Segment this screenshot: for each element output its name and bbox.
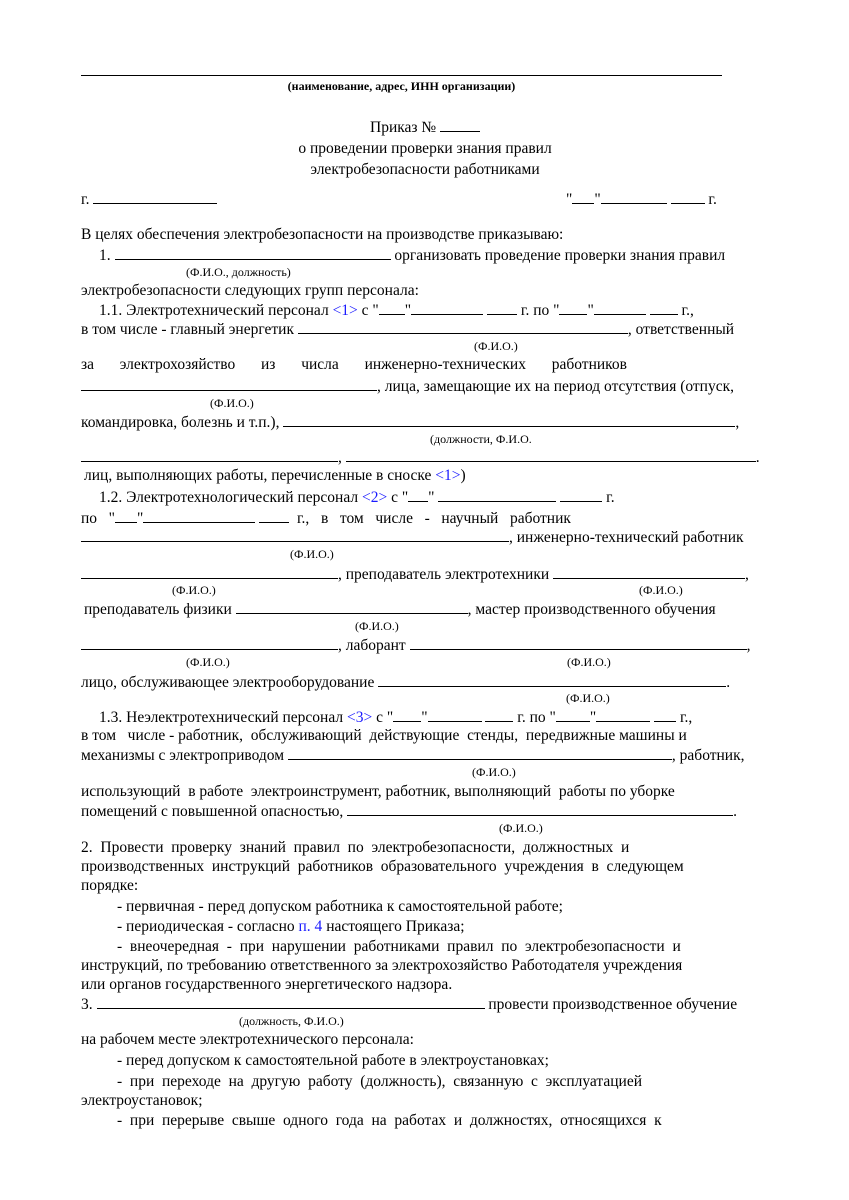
p12-line6: , лаборант , — [81, 636, 750, 655]
p11-line1: 1.1. Электротехнический персонал <1> с " " г. по " " г., — [99, 302, 694, 319]
city-line: г. — [81, 190, 217, 209]
p11-line3: за электрохозяйство из числа инженерно-технических работников — [81, 356, 627, 373]
p2-item3-line3: или органов государственного энергетического надзора. — [81, 976, 453, 993]
p11-caption-1: (Ф.И.О.) — [474, 339, 518, 353]
p2-line2: производственных инструкций работников образовательного учреждения в следующем — [81, 858, 684, 875]
p13-line2: в том числе - работник, обслуживающий действующие стенды, передвижные машины и — [81, 727, 687, 744]
p12-caption-1: (Ф.И.О.) — [290, 547, 334, 561]
intro-text: В целях обеспечения электробезопасности на производстве приказываю: — [81, 226, 564, 243]
city-blank — [93, 190, 217, 204]
p12-line2: по " " г., в том числе - научный работник — [81, 510, 571, 527]
p1-line: 1. организовать проведение проверки знания правил — [99, 247, 726, 264]
footnote-ref-1b[interactable]: <1> — [435, 467, 461, 484]
p13-line3: механизмы с электроприводом , работник, — [81, 747, 745, 764]
p12-caption-4a: (Ф.И.О.) — [186, 655, 230, 669]
p11-line7: лиц, выполняющих работы, перечисленные в сноске <1>) — [84, 467, 466, 484]
p11-line6: , . — [81, 448, 760, 467]
p12-caption-4b: (Ф.И.О.) — [567, 655, 611, 669]
org-name-line — [81, 75, 722, 76]
p12-line7: лицо, обслуживающее электрооборудование . — [81, 674, 731, 691]
order-title: Приказ № — [370, 118, 480, 137]
p12-caption-2a: (Ф.И.О.) — [172, 583, 216, 597]
order-subtitle-2: электробезопасности работниками — [310, 161, 540, 178]
p3-item2-line1: - при переходе на другую работу (должность), связанную с эксплуатацией — [117, 1073, 642, 1090]
footnote-ref-3[interactable]: <3> — [346, 709, 373, 726]
p2-item2: - периодическая - согласно п. 4 настоящего Приказа; — [117, 918, 465, 935]
p3-continuation: на рабочем месте электротехнического персонала: — [81, 1031, 414, 1048]
p13-line1: 1.3. Неэлектротехнический персонал <3> с " " г. по " " г., — [99, 709, 693, 726]
p11-line2: в том числе - главный энергетик , ответственный — [81, 321, 735, 338]
order-subtitle-1: о проведении проверки знания правил — [298, 140, 552, 157]
p2-item1: - первичная - перед допуском работника к самостоятельной работе; — [117, 898, 563, 915]
p3-item3-line1: - при перерыве свыше одного года на работах и должностях, относящихся к — [117, 1112, 662, 1129]
p3-item1: - перед допуском к самостоятельной работе в электроустановках; — [117, 1052, 549, 1069]
p12-caption-2b: (Ф.И.О.) — [639, 583, 683, 597]
p2-item3-line2: инструкций, по требованию ответственного за электрохозяйство Работодателя учреждения — [81, 957, 683, 974]
date-line: " " г. — [566, 191, 717, 208]
p11-line4: , лица, замещающие их на период отсутствия (отпуск, — [81, 377, 734, 396]
p1-caption: (Ф.И.О., должность) — [186, 265, 291, 279]
section-4-link[interactable]: п. 4 — [298, 918, 323, 935]
p12-line4: , преподаватель электротехники , — [81, 565, 749, 584]
p13-caption-2: (Ф.И.О.) — [499, 821, 543, 835]
p12-caption-3: (Ф.И.О.) — [355, 619, 399, 633]
p12-line3: , инженерно-технический работник — [81, 528, 744, 547]
p3-item2-line2: электроустановок; — [81, 1092, 203, 1109]
footnote-ref-2[interactable]: <2> — [361, 489, 388, 506]
p1-continuation: электробезопасности следующих групп персонала: — [81, 282, 419, 299]
org-caption: (наименование, адрес, ИНН организации) — [287, 79, 516, 93]
p2-item3-line1: - внеочередная - при нарушении работниками правил по электробезопасности и — [117, 938, 681, 955]
p3-line: 3. провести производственное обучение — [81, 996, 738, 1013]
p12-line1: 1.2. Электротехнологический персонал <2> с " " г. — [99, 489, 615, 506]
p11-caption-2: (Ф.И.О.) — [210, 396, 254, 410]
p13-line4: использующий в работе электроинструмент, работник, выполняющий работы по уборке — [81, 783, 675, 800]
p12-line5: преподаватель физики , мастер производственного обучения — [84, 601, 716, 618]
p11-caption-3: (должности, Ф.И.О. — [430, 432, 532, 446]
p2-line3: порядке: — [81, 877, 139, 894]
order-number-blank — [440, 118, 480, 132]
p13-line5: помещений с повышенной опасностью, . — [81, 803, 738, 820]
p12-caption-5: (Ф.И.О.) — [566, 691, 610, 705]
p13-caption-1: (Ф.И.О.) — [472, 765, 516, 779]
p3-caption: (должность, Ф.И.О.) — [239, 1014, 344, 1028]
p11-line5: командировка, болезнь и т.п.), , — [81, 414, 740, 431]
p2-line1: 2. Провести проверку знаний правил по электробезопасности, должностных и — [81, 839, 630, 856]
footnote-ref-1[interactable]: <1> — [332, 302, 358, 319]
